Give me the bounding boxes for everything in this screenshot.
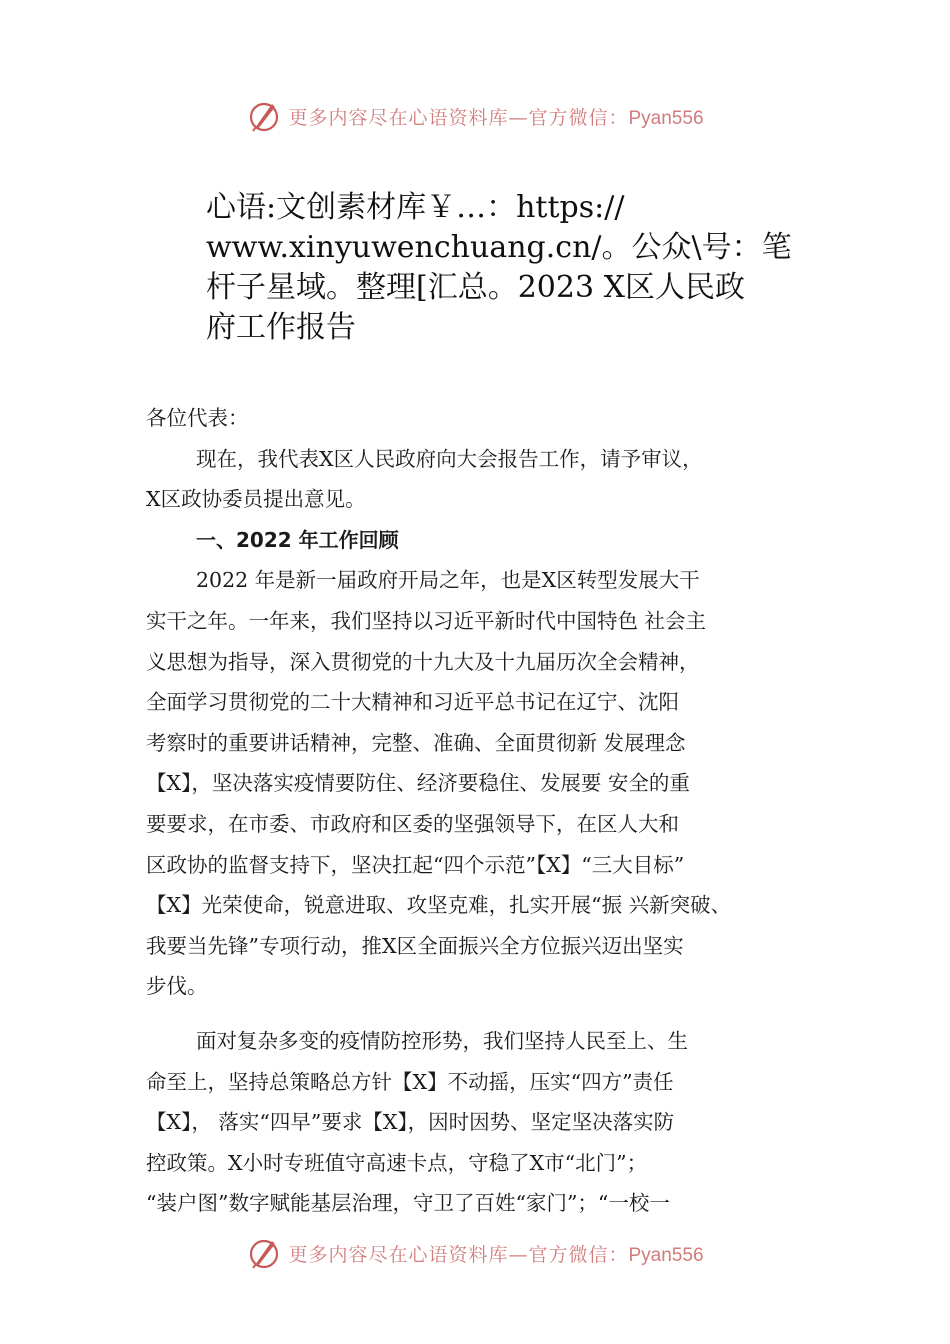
paragraph-line: 我要当先锋”专项行动，推X区全面振兴全方位振兴迈出坚实 — [146, 933, 684, 958]
document-title — [206, 188, 846, 348]
paragraph-line: 要要求，在市委、市政府和区委的坚强领导下，在区人大和 — [146, 811, 679, 836]
watermark-text: 更多内容尽在心语资料库—官方微信：Pyan556 — [288, 1243, 704, 1266]
title-line: 府工作报告 — [206, 310, 356, 345]
paragraph-line: 全面学习贯彻党的二十大精神和习近平总书记在辽宁、沈阳 — [146, 690, 679, 715]
title-line: www.xinyuwenchuang.cn/。公众\号：笔 — [206, 230, 792, 265]
paragraph-line: 【X】，坚决落实疫情要防住、经济要稳住、发展要 安全的重 — [146, 771, 690, 796]
watermark-text: 更多内容尽在心语资料库—官方微信：Pyan556 — [288, 106, 704, 129]
paragraph-line: 命至上，坚持总策略总方针【X】不动摇，压实“四方”责任 — [146, 1069, 674, 1094]
wechat-id: Pyan556 — [628, 1244, 704, 1266]
paragraph-line: 【X】光荣使命，锐意进取、攻坚克难，扎实开展“振 兴新突破、 — [146, 893, 732, 918]
paragraph-line: 面对复杂多变的疫情防控形势，我们坚持人民至上、生 — [196, 1028, 688, 1053]
paragraph-line: “装户图”数字赋能基层治理，守卫了百姓“家门”；“一校一 — [146, 1191, 670, 1216]
section-heading: 一、2022 年工作回顾 — [196, 527, 399, 552]
greeting: 各位代表： — [146, 406, 249, 430]
paragraph-line: 步伐。 — [146, 974, 208, 999]
footer-watermark — [0, 1233, 950, 1273]
quill-pen-logo-icon — [246, 98, 282, 134]
paragraph-line: 控政策。X小时专班值守高速卡点，守稳了X市“北门”； — [146, 1150, 648, 1175]
intro-line: X区政协委员提出意见。 — [146, 487, 366, 512]
paragraph-line: 【X】， 落实“四早”要求【X】，因时因势、坚定坚决落实防 — [146, 1110, 675, 1135]
paragraph-line: 考察时的重要讲话精神，完整、准确、全面贯彻新 发展理念 — [146, 730, 686, 755]
title-line: 杆子星域。整理[汇总。2023 X区人民政 — [206, 270, 745, 305]
title-line: 心语:文创素材库￥…：https:// — [206, 190, 625, 225]
paragraph-line: 实干之年。一年来，我们坚持以习近平新时代中国特色 社会主 — [146, 608, 707, 633]
document-body — [146, 398, 816, 1224]
paragraph-line: 义思想为指导，深入贯彻党的十九大及十九届历次全会精神， — [146, 649, 700, 674]
intro-line: 现在，我代表X区人民政府向大会报告工作，请予审议， — [196, 446, 703, 471]
header-watermark — [0, 96, 950, 136]
paragraph-line: 区政协的监督支持下，坚决扛起“四个示范”【X】“三大目标” — [146, 852, 685, 877]
wechat-id: Pyan556 — [628, 107, 704, 129]
paragraph-line: 2022 年是新一届政府开局之年，也是X区转型发展大干 — [196, 568, 700, 593]
quill-pen-logo-icon — [246, 1235, 282, 1271]
